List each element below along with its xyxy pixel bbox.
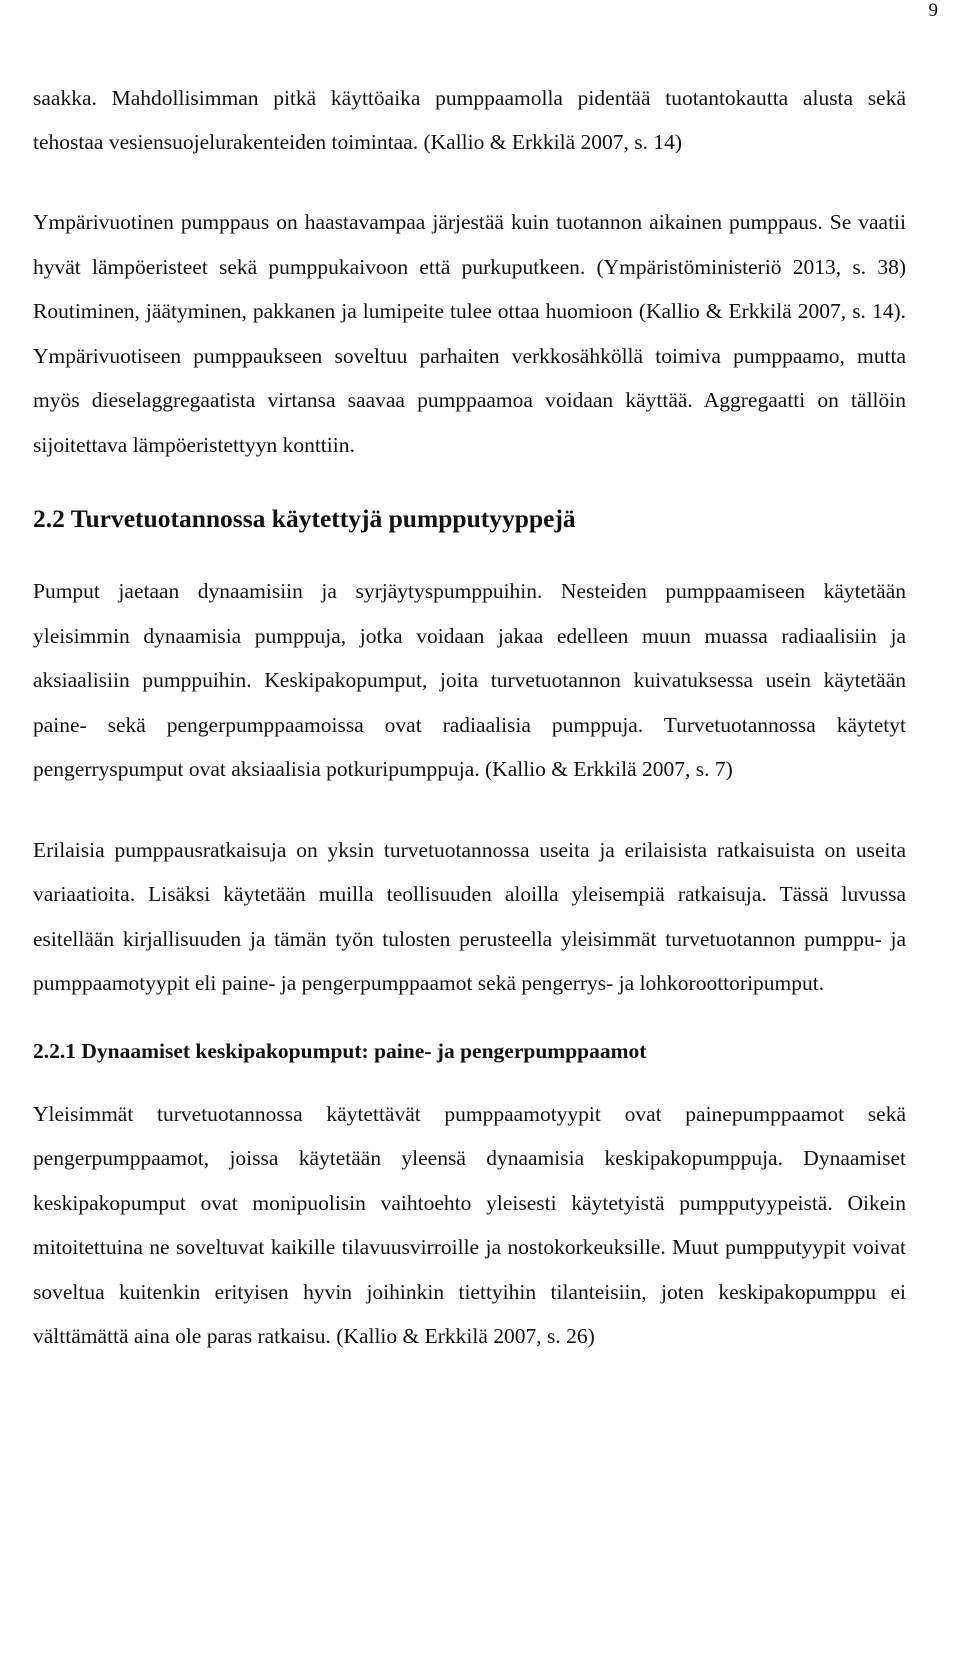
paragraph-year-round-pumping: Ympärivuotinen pumppaus on haastavampaa järjestää kuin tuotannon aikainen pumppaus. Se vaatii hyvät lämpöeristeet sekä pumppukaivoon että purkuputkeen. (Ympäristöministeriö 2013, s. 38) Routiminen, jäätyminen, pakkanen ja lumipeite tulee ottaa huomioon (Kallio & Erkkilä 2007, s. 14). Ympärivuotiseen pumppaukseen soveltuu parhaiten verkkosähköllä toimiva pumppaamo, mutta myös dieselaggregaatista virtansa saavaa pumppaamoa voidaan käyttää. Aggregaatti on tällöin sijoitettava lämpöeristettyyn konttiin. — [33, 210, 906, 457]
paragraph-continuation: saakka. Mahdollisimman pitkä käyttöaika pumppaamolla pidentää tuotantokautta alusta sekä tehostaa vesiensuojelurakenteiden toimintaa. (Kallio & Erkkilä 2007, s. 14) — [33, 86, 906, 154]
paragraph-centrifugal-pumps: Yleisimmät turvetuotannossa käytettävät pumppaamotyypit ovat painepumppaamot sekä pengerpumppaamot, joissa käytetään yleensä dynaamisia keskipakopumppuja. Dynaamiset keskipakopumput ovat monipuolisin vaihtoehto yleisesti käytetyistä pumpputyypeistä. Oikein mitoitettuina ne soveltuvat kaikille tilavuusvirroille ja nostokorkeuksille. Muut pumpputyypit voivat soveltua kuitenkin erityisen hyvin joihinkin tiettyihin tilanteisiin, joten keskipakopumppu ei välttämättä aina ole paras ratkaisu. (Kallio & Erkkilä 2007, s. 26) — [33, 1101, 906, 1348]
subsection-heading-2-2-1: 2.2.1 Dynaamiset keskipakopumput: paine- ja pengerpumppaamot — [33, 1038, 647, 1063]
paragraph-pump-types: Pumput jaetaan dynaamisiin ja syrjäytyspumppuihin. Nesteiden pumppaamiseen käytetään yleisimmin dynaamisia pumppuja, jotka voidaan jakaa edelleen muun muassa radiaalisiin ja aksiaalisiin pumppuihin. Keskipakopumput, joita turvetuotannon kuivatuksessa usein käytetään paine- sekä pengerpumppaamoissa ovat radiaalisia pumppuja. Turvetuotannossa käytetyt pengerryspumput ovat aksiaalisia potkuripumppuja. (Kallio & Erkkilä 2007, s. 7) — [33, 579, 906, 781]
paragraph-spacer — [33, 164, 906, 200]
paragraph-spacer — [33, 792, 906, 828]
document-body — [33, 76, 906, 1359]
paragraph-pumping-solutions: Erilaisia pumppausratkaisuja on yksin turvetuotannossa useita ja erilaisista ratkaisuista on useita variaatioita. Lisäksi käytetään muilla teollisuuden aloilla yleisempiä ratkaisuja. Tässä luvussa esitellään kirjallisuuden ja tämän työn tulosten perusteella yleisimmät turvetuotannon pumppu- ja pumppaamotyypit eli paine- ja pengerpumppaamot sekä pengerrys- ja lohkoroottoripumput. — [33, 837, 906, 995]
page-number: 9 — [928, 0, 938, 21]
section-heading-2-2: 2.2 Turvetuotannossa käytettyjä pumpputyyppejä — [33, 504, 576, 533]
